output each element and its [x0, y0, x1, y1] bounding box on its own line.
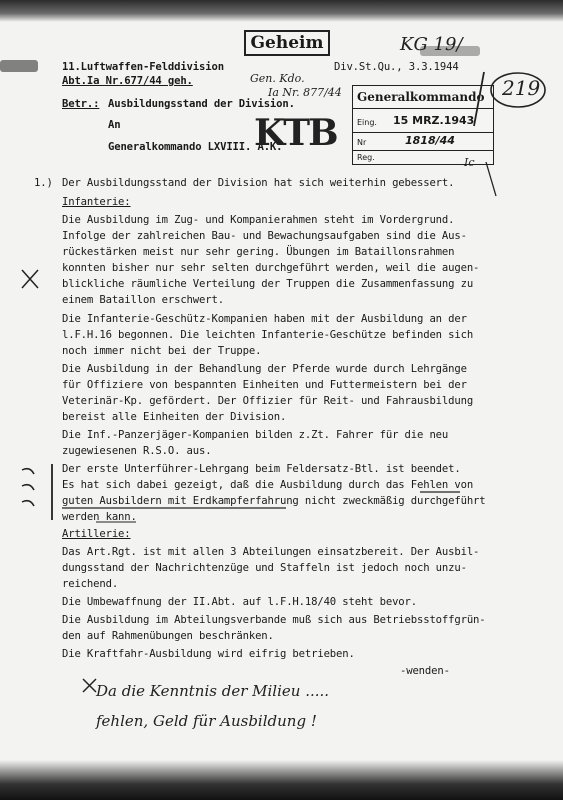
receipt-nr-value: 1818/44 [405, 134, 455, 147]
body-line: Der erste Unterführer-Lehrgang beim Feldersatz-Btl. ist beendet. [62, 463, 461, 475]
body-line: den auf Rahmenübungen beschränken. [62, 630, 274, 642]
body-line: l.F.H.16 begonnen. Die leichten Infanterie-Geschütze befinden sich [62, 329, 474, 341]
body-line: reichend. [62, 578, 119, 590]
body-line: Infolge der zahlreichen Bau- und Bewachungsaufgaben sind die Aus- [62, 230, 467, 242]
body-line: noch immer nicht bei der Truppe. [62, 345, 262, 357]
body-line: blickliche räumliche Verteilung der Truppen die Zusammenfassung zu [62, 278, 474, 290]
body-line: bereist alle Einheiten der Division. [62, 411, 287, 423]
body-line: werden kann. [62, 511, 137, 523]
side-ic-annotation: Ic [464, 156, 475, 169]
body-line: Die Umbewaffnung der II.Abt. auf l.F.H.18/40 steht bevor. [62, 596, 417, 608]
scan-edge-bottom [0, 760, 563, 800]
artillerie-heading: Artillerie: [62, 528, 131, 540]
body-line: Die Ausbildung im Abteilungsverbande muß sich aus Betriebsstoffgrün- [62, 614, 486, 626]
receipt-eing-label: Eing. [357, 118, 377, 127]
body-line: konnten bisher nur sehr selten durchgeführt werden, weil die augen- [62, 262, 480, 274]
reference-number: Abt.Ia Nr.677/44 geh. [62, 75, 193, 87]
recipient: Generalkommando LXVIII. A.K. [108, 141, 283, 153]
circled-number: 219 [502, 76, 541, 100]
recipient-prefix: An [108, 119, 121, 131]
body-line: Die Infanterie-Geschütz-Kompanien haben mit der Ausbildung an der [62, 313, 467, 325]
body-line: Die Inf.-Panzerjäger-Kompanien bilden z.Zt. Fahrer für die neu [62, 429, 449, 441]
body-line: Es hat sich dabei gezeigt, daß die Ausbildung durch das Fehlen von [62, 479, 474, 491]
unit-name: 11.Luftwaffen-Felddivision [62, 61, 224, 73]
body-line: guten Ausbildern mit Erdkampferfahrung nicht zweckmäßig durchgeführt [62, 495, 486, 507]
handwritten-note-line: fehlen, Geld für Ausbildung ! [96, 712, 317, 730]
receipt-nr-label: Nr [357, 138, 367, 147]
ia-nr-annotation: Ia Nr. 877/44 [268, 86, 342, 99]
body-line: zugewiesenen R.S.O. aus. [62, 445, 212, 457]
place-date: Div.St.Qu., 3.3.1944 [334, 61, 459, 73]
continue-marker: -wenden- [400, 665, 450, 677]
geheim-stamp: Geheim [244, 30, 330, 56]
item-text: Der Ausbildungsstand der Division hat sich weiterhin gebessert. [62, 177, 455, 189]
gen-kdo-annotation: Gen. Kdo. [250, 72, 305, 85]
infanterie-heading: Infanterie: [62, 196, 131, 208]
receipt-reg-label: Reg. [357, 153, 375, 162]
body-line: dungsstand der Nachrichtenzüge und Staffeln ist jedoch noch unzu- [62, 562, 467, 574]
subject-label: Betr.: [62, 98, 100, 110]
body-line: Die Kraftfahr-Ausbildung wird eifrig betrieben. [62, 648, 355, 660]
handwritten-note-line: Da die Kenntnis der Milieu ..... [96, 682, 330, 700]
top-initials: KG 19/ [400, 34, 463, 55]
body-line: einem Bataillon erschwert. [62, 294, 224, 306]
receipt-eing-date: 15 MRZ.1943 [393, 114, 475, 127]
body-line: Veterinär-Kp. gefördert. Der Offizier für Reit- und Fahrausbildung [62, 395, 474, 407]
ktb-mark: KTB [254, 112, 337, 154]
body-line: Das Art.Rgt. ist mit allen 3 Abteilungen einsatzbereit. Der Ausbil- [62, 546, 480, 558]
body-line: rückestärken meist nur sehr gering. Übungen im Bataillonsrahmen [62, 246, 455, 258]
body-line: Die Ausbildung in der Behandlung der Pferde wurde durch Lehrgänge [62, 363, 467, 375]
body-line: für Offiziere von bespannten Einheiten und Futtermeistern bei der [62, 379, 467, 391]
body-line: Die Ausbildung im Zug- und Kompanierahmen steht im Vordergrund. [62, 214, 455, 226]
item-number: 1.) [34, 177, 53, 189]
receipt-stamp-title: Generalkommando [357, 90, 485, 104]
subject-text: Ausbildungsstand der Division. [108, 98, 295, 110]
